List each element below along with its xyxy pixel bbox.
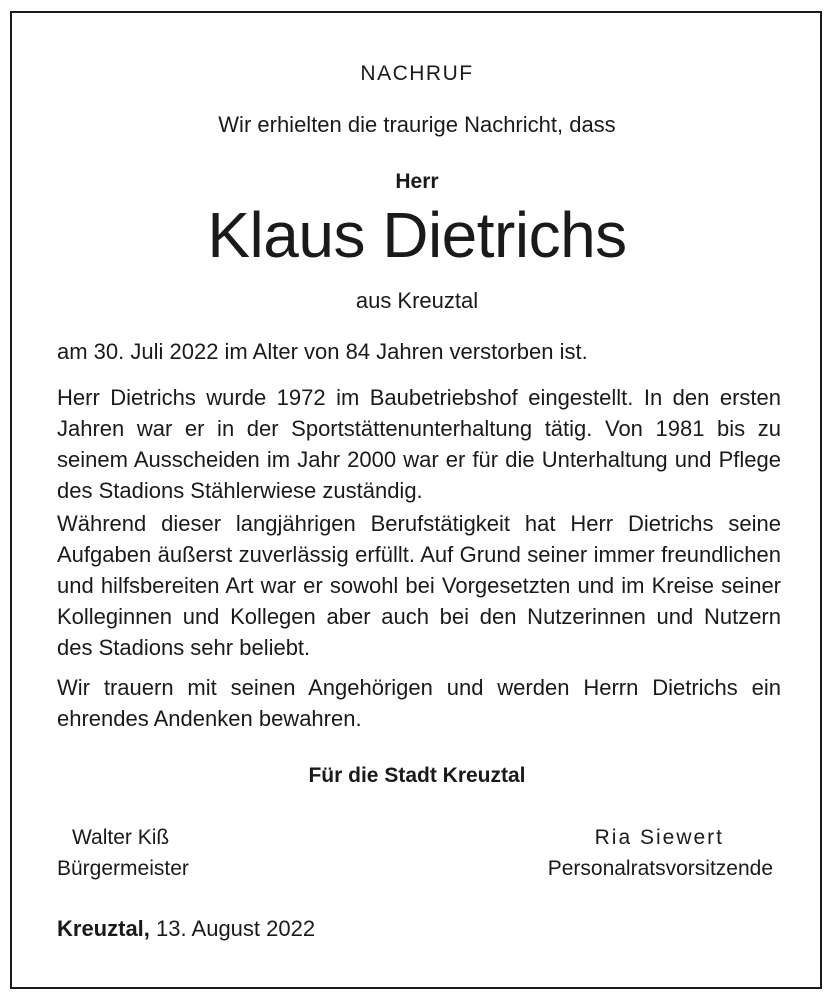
paragraph-career: Herr Dietrichs wurde 1972 im Baubetriebshof eingestellt. In den ersten Jahren war er in der Sportstättenunterhaltung tätig. Von 1981 bis zu seinem Ausscheiden im Jahr 2000 war er für die Unterhaltung und Pflege des Stadions Stählerwiese zuständig. [57, 385, 781, 503]
signatory-left-name: Walter Kiß [72, 826, 170, 849]
deceased-title: Herr [395, 170, 439, 193]
footer-place: Kreuztal, [57, 916, 150, 941]
notice-intro: Wir erhielten die traurige Nachricht, dass [218, 112, 616, 137]
paragraph-character: Während dieser langjährigen Berufstätigkeit hat Herr Dietrichs seine Aufgaben äußerst zuverlässig erfüllt. Auf Grund seiner immer freundlichen und hilfsbereiten Art war er sowohl bei Vorgesetzten und im Kreise seiner Kolleginnen und Kollegen aber auch bei den Nutzerinnen und Nutzern des Stadions sehr beliebt. [57, 511, 781, 660]
footer [57, 916, 315, 942]
paragraph-died: am 30. Juli 2022 im Alter von 84 Jahren verstorben ist. [57, 339, 588, 364]
deceased-origin: aus Kreuztal [355, 288, 479, 313]
signatory-right-role: Personalratsvorsitzende [547, 857, 773, 880]
deceased-name: Klaus Dietrichs [207, 199, 627, 271]
signatory-right-name: Ria Siewert [594, 826, 724, 849]
signed-for: Für die Stadt Kreuztal [308, 764, 526, 787]
footer-date: 13. August 2022 [156, 916, 316, 941]
signatory-left-role: Bürgermeister [57, 857, 189, 880]
notice-heading: NACHRUF [360, 62, 474, 85]
paragraph-mourn: Wir trauern mit seinen Angehörigen und werden Herrn Dietrichs ein ehrendes Andenken bewahren. [57, 675, 781, 731]
